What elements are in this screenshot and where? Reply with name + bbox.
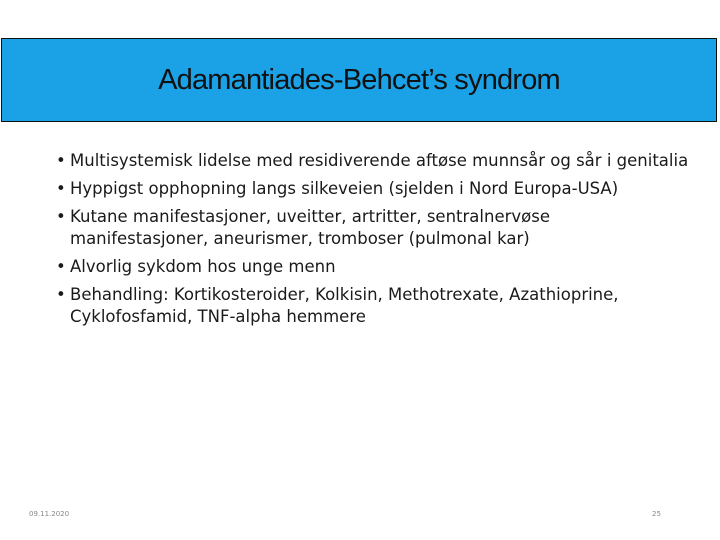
bullet-item bbox=[52, 206, 692, 250]
bullet-text: Alvorlig sykdom hos unge menn bbox=[70, 257, 336, 276]
bullet-item bbox=[52, 178, 692, 200]
bullet-marker: • bbox=[56, 257, 66, 276]
page-number: 25 bbox=[652, 510, 661, 518]
footer-date: 09.11.2020 bbox=[29, 510, 70, 518]
bullet-text: Multisystemisk lidelse med residiverende aftøse munnsår og sår i genitalia bbox=[70, 151, 689, 170]
bullet-item bbox=[52, 284, 692, 328]
bullet-item bbox=[52, 256, 692, 278]
title-bar bbox=[1, 38, 717, 122]
bullet-marker: • bbox=[56, 179, 66, 198]
bullet-text: Hyppigst opphopning langs silkeveien (sjelden i Nord Europa-USA) bbox=[70, 179, 619, 198]
bullet-text: Behandling: Kortikosteroider, Kolkisin, Methotrexate, Azathioprine, Cyklofosfamid, TNF-alpha hemmere bbox=[70, 285, 619, 326]
bullet-marker: • bbox=[56, 285, 66, 304]
bullet-marker: • bbox=[56, 207, 66, 226]
slide-title: Adamantiades-Behcet’s syndrom bbox=[158, 63, 560, 96]
bullet-marker: • bbox=[56, 151, 66, 170]
bullet-list bbox=[52, 150, 692, 334]
bullet-text: Kutane manifestasjoner, uveitter, artritter, sentralnervøse manifestasjoner, aneurismer, tromboser (pulmonal kar) bbox=[70, 207, 550, 248]
bullet-item bbox=[52, 150, 692, 172]
